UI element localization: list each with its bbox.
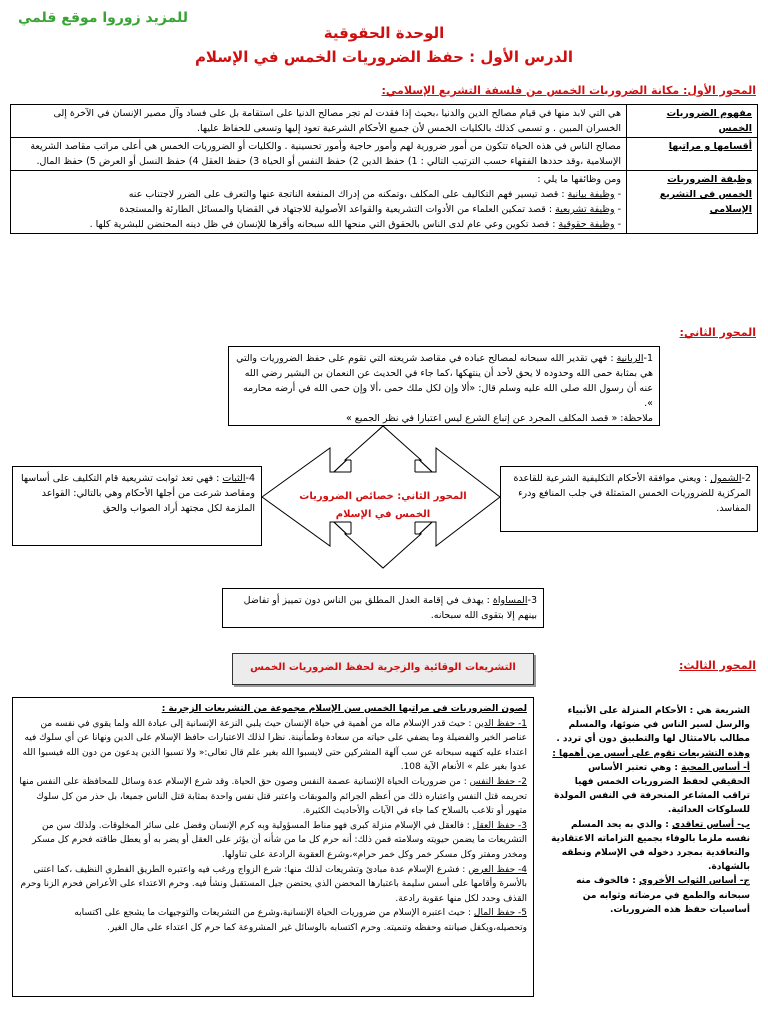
list-item: 4- حفظ العرض : فشرع الإسلام عدة مبادئ وتشريعات لذلك منها: شرع الزواج ورغب فيه واعتبره الطريق الفطري النظيف ،كما اعتنى بالأسرة وأقامها على أسس سليمة باعتبارها المحضن الذي يحتضن جيل المستقبل ونشأ فيه. وحرم الاعتداء على الأعراض فحرم الزنا وحرم القذف وحدد لكل منها عقوبة رادعة. <box>20 864 527 904</box>
characteristic-shumul: 2-الشمول : ويعني موافقة الأحكام التكليفية الشرعية للقاعدة المركزية للضروريات الخمس المتمثلة في جلب المنافع ودرء المفاسد. <box>500 466 758 532</box>
characteristic-thabat: 4-الثبات : فهي تعد ثوابت تشريعية قام التكليف على أساسها ومقاصد شرعت من أجلها الأحكام وهي بالتالي: القواعد الملزمة لكل مجتهد أراد الصواب والحق <box>12 466 262 546</box>
note-text: ملاحظة: « قصد المكلف المجرد عن إتباع الشرع ليس اعتبارا في نظر الجميع » <box>345 413 653 424</box>
axis3-title: المحور الثالث: <box>679 659 756 672</box>
list-item: - وظيفة بيانية : قصد تيسير فهم التكاليف على المكلف ،وتمكنه من إدراك المنفعة الناتجة عنها والتعرف على الضرر لاجتناب عنه <box>128 189 621 200</box>
list-item: 3- حفظ العقل : فالعقل في الإسلام منزلة كبرى فهو مناط المسؤولية وبه كرم الإنسان وفضل على سائر المخلوقات. ولذلك سن من التشريعات ما يضمن حيويته وسلامته فمن ذلك: أنه حرم كل ما من شأنه أن يؤثر على العقل أو يضر به أو يعطل طاقته فحرم كل مسكر ومخدر ومفتر وكل مسكر خمر وكل خمر حرام»،وشرع العقوبة الرادعة على تناولها. <box>32 820 527 860</box>
foundations-subtitle: وهذه التشريعات تقوم على أسس من أهمها : <box>552 748 750 759</box>
list-item: ب- أساس تعاقدي : والذي به يحد المسلم نفسه ملزما بالوفاء بجميع التزاماته الاعتقادية والتعاقدية بمجرد دخوله في الإسلام ونطقه بالشهادة. <box>551 819 750 873</box>
axis2-title: المحور الثاني: <box>679 326 756 339</box>
list-item: - وظيفة تشريعية : قصد تمكين العلماء من الأدوات التشريعية والقواعد الأصولية للاجتهاد في القضايا والمسائل الطارئة والمستجدة <box>119 204 621 215</box>
axis3-banner: التشريعات الوقائية والزجرية لحفظ الضروريات الخمس <box>232 653 534 685</box>
functions-intro: ومن وظائفها ما يلي : <box>537 174 621 185</box>
characteristic-rabbaniya: 1-الربانية : فهي تقدير الله سبحانه لمصالح عباده في مقاصد شريعته التي تقوم على حفظ الضروريات والتي هي بمثابة حمى الله وحدوده لا يحق لأحد أن ينتهكها ،كما جاء في الحديث عن النعمان بن البشير رضي الله عنه أن رسول الله صلى الله عليه وسلم قال: «ألا وإن لكل ملك حمى ،ألا وإن حمى الله في أرضه محارمه ». ملاحظة: « قصد المكلف المجرد عن إتباع الشرع ليس اعتبارا في نظر الجميع » <box>228 346 660 426</box>
row-label: أقسامها و مراتبها <box>627 138 758 171</box>
row-text: هي التي لابد منها في قيام مصالح الدين والدنيا ،بحيث إذا فقدت لم تجر مصالح الدنيا على استقامة بل على فساد وآل مصير الإنسان في الآخرة إلى الخسران المبين . و تسمى كذلك بالكليات الخمس لأن جميع الأحكام الشرعية تعود إليها وتسعى للحفاظ عليها. <box>11 105 627 138</box>
list-item: 1- حفظ الدين : حيث قدر الإسلام ماله من أهمية في حياة الإنسان حيث يلبي النزعة الإنسانية إلى عبادة الله ولما يقوي في نفسه من عناصر الخير والفضيلة وما يضفي على حياته من سعادة وطمأنينة. نظرا لذلك الاعتبارات حافظ الإسلام على الدين ونهانا عن أي سلوك فيه اعتداء عليه كنهيه سبحانه عن سب آلهة المشركين حتى لايسبوا الله بغير علم قال تعالى:« ولا تسبوا الذين يدعون من دون الله فيسبوا الله عدوا بغير علم » الأنعام الآية 108. <box>22 718 527 773</box>
unit-title: الوحدة الحقوقية <box>323 24 445 42</box>
deterrent-legislation <box>12 697 534 997</box>
axis1-title: المحور الأول: مكانة الضروريات الخمس من فلسفة التشريع الإسلامي: <box>381 84 756 97</box>
legislation-title: لصون الضروريات في مراتبها الخمس سن الإسلام مجموعة من التشريعات الزجرية : <box>161 704 527 714</box>
list-item: ج- أساس الثواب الأخروي : فالخوف منه سبحانه والطمع في مرضاته وثوابه من أساسيات حفظ هذه الضروريات. <box>576 876 750 915</box>
row-label: وظيفة الضروريات الخمس في التشريع الإسلامي <box>627 171 758 234</box>
row-text: مصالح الناس في هذه الحياة تتكون من أمور ضرورية لهم وأمور حاجية وأمور تحسينية . والكليات أو الضروريات الخمس هي أعلى مراتب مقاصد الشريعة الإسلامية ،وقد حددها الفقهاء حسب الترتيب التالي : 1) حفظ الدين 2) حفظ النفس أو الحياة 3) حفظ العقل 4) حفظ النسل أو العرض 5) حفظ المال. <box>11 138 627 171</box>
sharia-intro: الشريعة هي : الأحكام المنزلة على الأنبياء والرسل لسير الناس في ضوئها، والمسلم مطالب بالامتثال لها والتطبيق دون أي تردد . <box>556 706 750 745</box>
characteristic-musawat: 3-المساواة : يهدف في إقامة العدل المطلق بين الناس دون تمييز أو تفاضل بينهم إلا بتقوى الله سبحانه. <box>222 588 544 628</box>
axis2-center-title: المحور الثاني: خصائص الضروريات الخمس في الإسلام <box>299 491 467 520</box>
sharia-foundations <box>544 700 756 930</box>
list-item: أ- أساس المحبة : وهي تعتبر الأساس الحقيقي لحفظ الضروريات الخمس فهيا تراقب المشاعر المنحرفة في النفس المولدة للسلوكات العدائية. <box>554 762 750 816</box>
list-item: - وظيفة حقوقية : قصد تكوين وعي عام لدى الناس بالحقوق التي منحها الله سبحانه وأقرها للإنسان في ظل دينه المحتضن للبشرية كلها . <box>89 219 621 230</box>
site-promo-text: للمزيد زوروا موقع قلمي <box>18 10 188 26</box>
row-label: مفهوم الضروريات الخمس <box>627 105 758 138</box>
list-item: 2- حفظ النفس : من ضروريات الحياة الإنسانية عصمة النفس وصون حق الحياة. وقد شرع الإسلام عدة وسائل للمحافظة على النفس منها تحريمه قتل النفس واعتباره ذلك من أعظم الجرائم والموبقات واعتبر قتل نفس واحدة بمثابة قتل الناس جميعا، بل حذر من كل سلوك متهور أو تلاعب بالسلاح كما جاء في الآيات والأحاديث الكثيرة. <box>19 776 527 817</box>
list-item: 5- حفظ المال : حيث اعتبره الإسلام من ضروريات الحياة الإنسانية،وشرع من التشريعات والتوجيهات ما يشجع على اكتسابه وتحصيله،ويكفل صيانته وحفظه وتنميته. وحرم اكتسابه بالوسائل غير المشروعة كما حرم كل اعتداء على مال الغير. <box>74 908 527 933</box>
lesson-title: الدرس الأول : حفظ الضروريات الخمس في الإسلام <box>194 48 574 66</box>
